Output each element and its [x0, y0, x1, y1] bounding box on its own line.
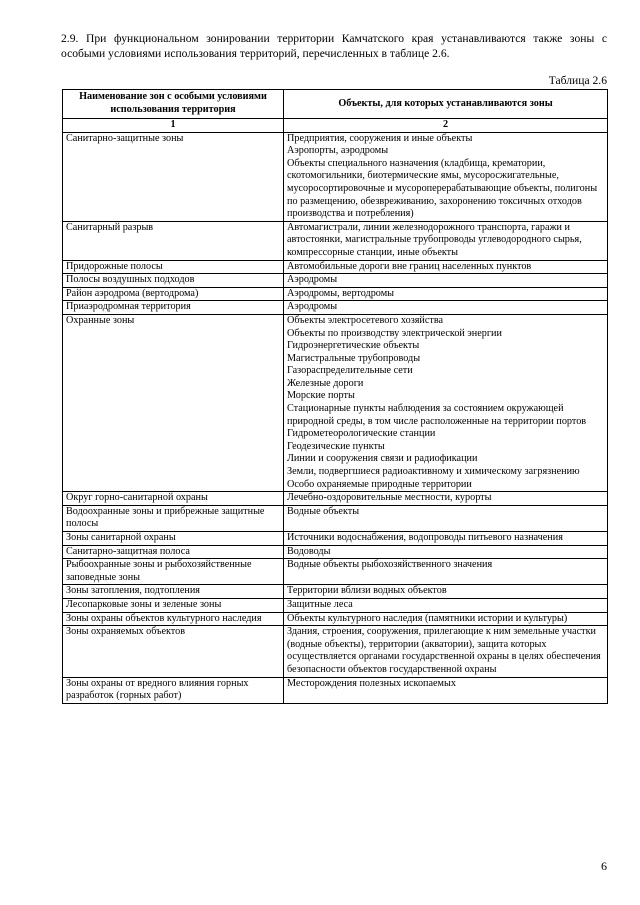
object-item: Источники водоснабжения, водопроводы питьевого назначения	[287, 532, 563, 543]
object-item: Газораспределительные сети	[287, 365, 413, 377]
objects-cell	[284, 585, 608, 599]
table-row	[63, 314, 608, 491]
objects-cell	[284, 274, 608, 288]
object-item: Магистральные трубопроводы	[287, 352, 421, 364]
header-zone-name: Наименование зон с особыми условиями использования территория	[63, 90, 284, 119]
table-row	[63, 301, 608, 315]
table-caption: Таблица 2.6	[548, 74, 607, 87]
table-row	[63, 532, 608, 546]
zone-name-cell: Полосы воздушных подходов	[63, 274, 284, 288]
zone-name-cell: Придорожные полосы	[63, 260, 284, 274]
object-item: Здания, строения, сооружения, прилегающие к ним земельные участки (водные объекты), территории (акватории), защита которых осуществляется органами государственной охраны в целях обеспечения безопасности объектов государственной охраны	[287, 626, 601, 675]
zone-name-cell: Лесопарковые зоны и зеленые зоны	[63, 598, 284, 612]
objects-cell	[284, 301, 608, 315]
column-number-1: 1	[63, 119, 284, 133]
object-item: Водные объекты рыбохозяйственного значения	[287, 559, 493, 571]
objects-cell	[284, 132, 608, 221]
zone-name-cell: Район аэродрома (вертодрома)	[63, 287, 284, 301]
zone-name-cell: Санитарный разрыв	[63, 221, 284, 260]
object-item: Геодезические пункты	[287, 440, 385, 452]
object-item: Объекты культурного наследия (памятники истории и культуры)	[287, 612, 568, 624]
objects-cell	[284, 532, 608, 546]
objects-cell	[284, 492, 608, 506]
objects-cell	[284, 221, 608, 260]
object-item: Морские порты	[287, 390, 355, 402]
intro-paragraph: 2.9. При функциональном зонировании территории Камчатского края устанавливаются также зоны с особыми условиями использования территорий, перечисленных в таблице 2.6.	[61, 32, 607, 60]
zone-name-cell: Зоны санитарной охраны	[63, 532, 284, 546]
header-objects: Объекты, для которых устанавливаются зоны	[284, 90, 608, 119]
objects-cell	[284, 314, 608, 491]
objects-cell	[284, 260, 608, 274]
object-item: Лечебно-оздоровительные местности, курорты	[287, 492, 492, 504]
object-item: Стационарные пункты наблюдения за состоянием окружающей природной среды, в том числе расположенные на территории портов	[287, 403, 587, 427]
zone-name-cell: Зоны охраны объектов культурного наследия	[63, 612, 284, 626]
objects-cell	[284, 287, 608, 301]
object-item: Водные объекты	[287, 505, 360, 517]
page-number: 6	[601, 859, 607, 873]
zones-table-body	[63, 132, 608, 703]
object-item: Аэродромы, вертодромы	[287, 287, 395, 299]
objects-cell	[284, 545, 608, 559]
object-item: Предприятия, сооружения и иные объекты	[287, 132, 473, 144]
object-item: Аэродромы	[287, 301, 338, 313]
zone-name-cell: Зоны затопления, подтопления	[63, 585, 284, 599]
table-row	[63, 492, 608, 506]
zone-name-cell: Водоохранные зоны и прибрежные защитные полосы	[63, 505, 284, 531]
table-row	[63, 598, 608, 612]
table-row	[63, 559, 608, 585]
zone-name-cell: Зоны охраняемых объектов	[63, 626, 284, 677]
object-item: Железные дороги	[287, 377, 364, 389]
table-row	[63, 287, 608, 301]
zone-name-cell: Охранные зоны	[63, 314, 284, 491]
objects-cell	[284, 505, 608, 531]
object-item: Объекты электросетевого хозяйства	[287, 314, 444, 326]
zone-name-cell: Рыбоохранные зоны и рыбохозяйственные заповедные зоны	[63, 559, 284, 585]
table-row	[63, 626, 608, 677]
objects-cell	[284, 626, 608, 677]
objects-cell	[284, 612, 608, 626]
objects-cell	[284, 677, 608, 703]
object-item: Водоводы	[287, 545, 331, 557]
object-item: Объекты по производству электрической энергии	[287, 327, 502, 339]
zone-name-cell: Санитарно-защитная полоса	[63, 545, 284, 559]
table-row	[63, 677, 608, 703]
object-item: Автомагистрали, линии железнодорожного транспорта, гаражи и автостоянки, магистральные трубопроводы углеводородного сырья, компрессорные станции, иные объекты	[287, 221, 582, 258]
object-item: Объекты специального назначения (кладбища, крематории, скотомогильники, биотермические ямы, мусоросжигательные, мусоросортировочные и мусороперерабатывающие объекты, полигоны по размещению, обезвреживанию, захоронению токсичных отходов производства и потребления)	[287, 157, 598, 220]
table-row	[63, 274, 608, 288]
table-row	[63, 612, 608, 626]
object-item: Месторождения полезных ископаемых	[287, 677, 456, 689]
object-item: Аэропорты, аэродромы	[287, 145, 389, 157]
table-row	[63, 221, 608, 260]
zone-name-cell: Округ горно-санитарной охраны	[63, 492, 284, 506]
object-item: Гидрометеорологические станции	[287, 428, 436, 440]
object-item: Земли, подвергшиеся радиоактивному и химическому загрязнению	[287, 466, 580, 478]
table-row	[63, 260, 608, 274]
object-item: Особо охраняемые природные территории	[287, 478, 472, 490]
object-item: Защитные леса	[287, 598, 353, 610]
object-item: Гидроэнергетические объекты	[287, 340, 420, 352]
object-item: Автомобильные дороги вне границ населенных пунктов	[287, 260, 532, 272]
zones-table	[62, 89, 608, 704]
object-item: Аэродромы	[287, 274, 338, 286]
table-row	[63, 545, 608, 559]
zone-name-cell: Приаэродромная территория	[63, 301, 284, 315]
zone-name-cell: Зоны охраны от вредного влияния горных разработок (горных работ)	[63, 677, 284, 703]
table-row	[63, 132, 608, 221]
zone-name-cell: Санитарно-защитные зоны	[63, 132, 284, 221]
object-item: Линии и сооружения связи и радиофикации	[287, 453, 478, 465]
objects-cell	[284, 559, 608, 585]
column-number-2: 2	[284, 119, 608, 133]
objects-cell	[284, 598, 608, 612]
object-item: Территории вблизи водных объектов	[287, 585, 447, 597]
table-row	[63, 585, 608, 599]
table-row	[63, 505, 608, 531]
